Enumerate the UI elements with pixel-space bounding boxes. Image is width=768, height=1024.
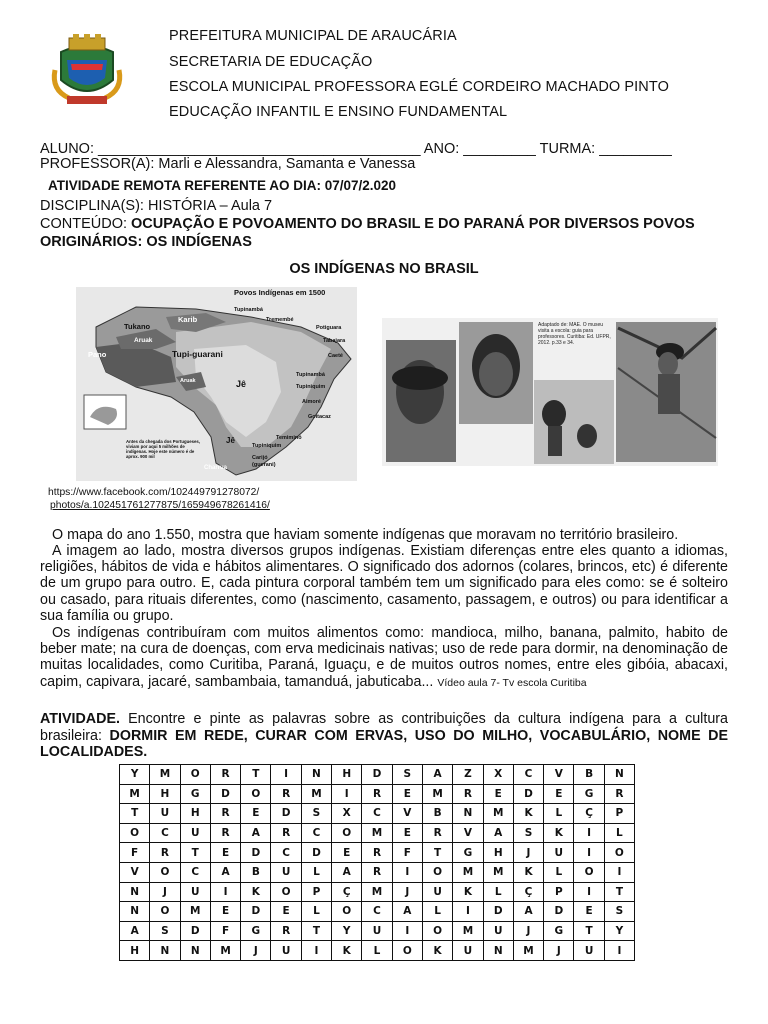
word-search-cell[interactable]: U: [422, 882, 452, 902]
word-search-cell[interactable]: L: [362, 941, 392, 961]
map-label: Tupiniquim: [252, 443, 282, 449]
word-search-cell[interactable]: I: [604, 862, 634, 882]
word-search-cell[interactable]: U: [574, 941, 604, 961]
word-search-cell[interactable]: D: [271, 804, 301, 824]
word-search-cell[interactable]: R: [362, 784, 392, 804]
word-search-cell[interactable]: A: [241, 823, 271, 843]
word-search-cell[interactable]: I: [574, 823, 604, 843]
word-search-cell[interactable]: O: [120, 823, 150, 843]
map-label: Tukano: [124, 322, 151, 331]
word-search-cell[interactable]: L: [301, 862, 331, 882]
word-search-cell[interactable]: D: [241, 902, 271, 922]
activity-label: ATIVIDADE.: [40, 711, 120, 727]
word-search-grid: [119, 764, 635, 961]
word-search-cell[interactable]: Ç: [574, 804, 604, 824]
word-search-cell[interactable]: I: [210, 882, 240, 902]
word-search-row: [120, 921, 635, 941]
word-search-cell[interactable]: B: [241, 862, 271, 882]
word-search-cell[interactable]: R: [210, 765, 240, 785]
word-search-cell[interactable]: M: [150, 765, 180, 785]
word-search-cell[interactable]: D: [544, 902, 574, 922]
word-search-cell[interactable]: E: [241, 804, 271, 824]
word-search-cell[interactable]: U: [453, 941, 483, 961]
word-search-cell[interactable]: H: [180, 804, 210, 824]
map-label: Aruak: [180, 378, 196, 384]
word-search-cell[interactable]: C: [362, 902, 392, 922]
word-search-cell[interactable]: U: [180, 823, 210, 843]
map-label: (guerani): [252, 462, 276, 468]
word-search-cell[interactable]: I: [271, 765, 301, 785]
word-search-cell[interactable]: C: [301, 823, 331, 843]
word-search-cell[interactable]: Ç: [513, 882, 543, 902]
word-search-cell[interactable]: E: [210, 843, 240, 863]
word-search-cell[interactable]: O: [574, 862, 604, 882]
word-search-cell[interactable]: O: [392, 941, 422, 961]
word-search-cell[interactable]: A: [513, 902, 543, 922]
activity-words: DORMIR EM REDE, CURAR COM ERVAS, USO DO MILHO, VOCABULÁRIO, NOME DE LOCALIDADES.: [40, 727, 728, 760]
word-search-cell[interactable]: P: [301, 882, 331, 902]
word-search-cell[interactable]: V: [120, 862, 150, 882]
word-search-cell[interactable]: R: [271, 921, 301, 941]
word-search-cell[interactable]: L: [422, 902, 452, 922]
word-search-cell[interactable]: O: [241, 784, 271, 804]
word-search-cell[interactable]: U: [180, 882, 210, 902]
word-search-cell[interactable]: D: [180, 921, 210, 941]
disciplina-line: DISCIPLINA(S): HISTÓRIA – Aula 7: [40, 198, 273, 214]
word-search-cell[interactable]: R: [604, 784, 634, 804]
word-search-cell[interactable]: C: [150, 823, 180, 843]
word-search-cell[interactable]: C: [513, 765, 543, 785]
conteudo-label: CONTEÚDO:: [40, 216, 132, 232]
map-label: Jê: [226, 436, 235, 445]
word-search-cell[interactable]: O: [271, 882, 301, 902]
word-search-cell[interactable]: K: [332, 941, 362, 961]
indigenous-peoples-map-image: [76, 287, 357, 481]
word-search-row: [120, 765, 635, 785]
word-search-cell[interactable]: O: [604, 843, 634, 863]
word-search-cell[interactable]: O: [150, 862, 180, 882]
video-source-note: Vídeo aula 7- Tv escola Curitiba: [437, 676, 587, 689]
word-search-cell[interactable]: Ç: [332, 882, 362, 902]
word-search-cell[interactable]: M: [483, 804, 513, 824]
word-search-cell[interactable]: E: [332, 843, 362, 863]
word-search-cell[interactable]: F: [120, 843, 150, 863]
word-search-cell[interactable]: U: [271, 862, 301, 882]
map-label: Pano: [88, 350, 107, 359]
word-search-cell[interactable]: P: [604, 804, 634, 824]
word-search-cell[interactable]: O: [332, 902, 362, 922]
word-search-cell[interactable]: U: [271, 941, 301, 961]
word-search-cell[interactable]: A: [422, 765, 452, 785]
map-label: Karib: [178, 315, 198, 324]
paragraph-map-description: O mapa do ano 1.550, mostra que haviam somente indígenas que moravam no território brasileiro.: [52, 527, 679, 543]
word-search-cell[interactable]: I: [604, 941, 634, 961]
word-search-cell[interactable]: E: [544, 784, 574, 804]
map-label: Temiminó: [276, 435, 302, 441]
word-search-cell[interactable]: U: [544, 843, 574, 863]
map-label: Tabajara: [323, 338, 346, 344]
map-label: Tupinambá: [234, 307, 263, 313]
word-search-cell[interactable]: G: [241, 921, 271, 941]
word-search-row: [120, 823, 635, 843]
word-search-cell[interactable]: Y: [604, 921, 634, 941]
word-search-cell[interactable]: R: [271, 823, 301, 843]
word-search-cell[interactable]: O: [180, 765, 210, 785]
word-search-cell[interactable]: I: [392, 921, 422, 941]
atividade-remota-date: ATIVIDADE REMOTA REFERENTE AO DIA: 07/07/2.020: [48, 178, 397, 193]
word-search-cell[interactable]: A: [392, 902, 422, 922]
word-search-cell[interactable]: X: [483, 765, 513, 785]
word-search-cell[interactable]: N: [120, 902, 150, 922]
word-search-cell[interactable]: I: [332, 784, 362, 804]
word-search-cell[interactable]: R: [422, 823, 452, 843]
word-search-cell[interactable]: K: [513, 804, 543, 824]
word-search-cell[interactable]: T: [422, 843, 452, 863]
word-search-cell[interactable]: M: [483, 862, 513, 882]
source-url-line-1[interactable]: https://www.facebook.com/102449791278072/: [48, 487, 260, 498]
map-title: Povos Indígenas em 1500: [234, 288, 326, 297]
paragraph-contributions: Os indígenas contribuíram com muitos alimentos como: mandioca, milho, banana, palmito, habito de beber mate; na cura de doenças, com erva medicinais nativas; uso de rede para dormir, na denominação de muitas localidades, como Curitiba, Paraná, Iguaçu, e de muitos outros nomes, entre eles gibóia, abacaxi, capim, capivara, jacaré, sambambaia, tamanduá, jabuticaba... Vídeo aula 7- Tv escola Curitiba: [40, 625, 728, 690]
conteudo-text: OCUPAÇÃO E POVOAMENTO DO BRASIL E DO PARANÁ POR DIVERSOS POVOS ORIGINÁRIOS: OS INDÍGENAS: [40, 216, 695, 250]
word-search-cell[interactable]: H: [150, 784, 180, 804]
header-line-prefeitura: PREFEITURA MUNICIPAL DE ARAUCÁRIA: [169, 28, 457, 44]
word-search-cell[interactable]: F: [210, 921, 240, 941]
word-search-cell[interactable]: D: [301, 843, 331, 863]
word-search-cell[interactable]: M: [120, 784, 150, 804]
word-search-cell[interactable]: U: [362, 921, 392, 941]
word-search-row: [120, 804, 635, 824]
word-search-cell[interactable]: R: [453, 784, 483, 804]
activity-instructions: ATIVIDADE. Encontre e pinte as palavras sobre as contribuições da cultura indígena para a cultura brasileira: DORMIR EM REDE, CURAR COM ERVAS, USO DO MILHO, VOCABULÁRIO, NOME DE LOCALIDADES.: [40, 711, 728, 760]
municipal-crest-logo: [47, 30, 127, 110]
word-search-cell[interactable]: J: [150, 882, 180, 902]
word-search-cell[interactable]: S: [513, 823, 543, 843]
word-search-cell[interactable]: H: [120, 941, 150, 961]
word-search-cell[interactable]: N: [180, 941, 210, 961]
word-search-cell[interactable]: G: [453, 843, 483, 863]
word-search-cell[interactable]: R: [362, 843, 392, 863]
source-url-line-2[interactable]: photos/a.102451761277875/165949678261416/: [50, 500, 270, 511]
paragraph-image-description: A imagem ao lado, mostra diversos grupos indígenas. Existiam diferenças entre eles quanto a idiomas, religiões, hábitos de vida e hábitos alimentares. O significado dos adornos (colares, brincos, etc) é diferente de um grupo para outro. E, cada pintura corporal também tem um significado para eles como: se é solteiro ou casado, para rituais diferentes, como (nascimento, casamento, passagem, e outros) ou para identificar a sua família ou grupo.: [40, 543, 728, 624]
word-search-cell[interactable]: I: [392, 862, 422, 882]
word-search-cell[interactable]: I: [574, 882, 604, 902]
word-search-cell[interactable]: R: [210, 804, 240, 824]
word-search-cell[interactable]: E: [271, 902, 301, 922]
word-search-cell[interactable]: L: [483, 882, 513, 902]
word-search-cell[interactable]: T: [180, 843, 210, 863]
map-label: Carijó: [252, 455, 268, 461]
word-search-cell[interactable]: D: [362, 765, 392, 785]
word-search-row: [120, 784, 635, 804]
word-search-cell[interactable]: O: [332, 823, 362, 843]
word-search-cell[interactable]: I: [453, 902, 483, 922]
word-search-cell[interactable]: T: [120, 804, 150, 824]
word-search-cell[interactable]: O: [422, 862, 452, 882]
word-search-cell[interactable]: R: [210, 823, 240, 843]
word-search-row: [120, 902, 635, 922]
word-search-cell[interactable]: E: [392, 823, 422, 843]
word-search-cell[interactable]: G: [180, 784, 210, 804]
word-search-cell[interactable]: Y: [120, 765, 150, 785]
header-line-escola: ESCOLA MUNICIPAL PROFESSORA EGLÉ CORDEIRO MACHADO PINTO: [169, 79, 669, 95]
word-search-cell[interactable]: K: [513, 862, 543, 882]
word-search-cell[interactable]: E: [574, 902, 604, 922]
word-search-cell[interactable]: E: [483, 784, 513, 804]
professor-line: PROFESSOR(A): Marli e Alessandra, Samanta e Vanessa: [40, 156, 416, 172]
map-note: Antes da chegada dos Portugueses, viviam por aqui 5 milhões de indígenas. Hoje este número é de aprox. 900 mil: [126, 439, 201, 459]
word-search-cell[interactable]: M: [453, 862, 483, 882]
word-search-cell[interactable]: A: [483, 823, 513, 843]
map-label: Tupiniquim: [296, 384, 326, 390]
word-search-cell[interactable]: J: [241, 941, 271, 961]
word-search-cell[interactable]: T: [301, 921, 331, 941]
word-search-cell[interactable]: C: [362, 804, 392, 824]
word-search-cell[interactable]: N: [150, 941, 180, 961]
header-line-secretaria: SECRETARIA DE EDUCAÇÃO: [169, 54, 373, 70]
word-search-cell[interactable]: A: [332, 862, 362, 882]
word-search-cell[interactable]: B: [574, 765, 604, 785]
word-search-cell[interactable]: R: [271, 784, 301, 804]
word-search-cell[interactable]: K: [453, 882, 483, 902]
word-search-cell[interactable]: J: [513, 921, 543, 941]
map-label: Tupi-guarani: [172, 349, 223, 359]
word-search-row: [120, 882, 635, 902]
word-search-cell[interactable]: S: [150, 921, 180, 941]
word-search-cell[interactable]: N: [453, 804, 483, 824]
word-search-cell[interactable]: Y: [332, 921, 362, 941]
map-label: Potiguara: [316, 325, 342, 331]
word-search-cell[interactable]: E: [392, 784, 422, 804]
map-label: Charrua: [204, 465, 228, 471]
word-search-cell[interactable]: J: [544, 941, 574, 961]
word-search-cell[interactable]: E: [210, 902, 240, 922]
word-search-cell[interactable]: D: [513, 784, 543, 804]
word-search-cell[interactable]: K: [422, 941, 452, 961]
word-search-cell[interactable]: A: [210, 862, 240, 882]
word-search-cell[interactable]: M: [453, 921, 483, 941]
word-search-cell[interactable]: K: [241, 882, 271, 902]
map-label: Tupinambá: [296, 372, 325, 378]
word-search-cell[interactable]: M: [362, 882, 392, 902]
word-search-cell[interactable]: X: [332, 804, 362, 824]
word-search-cell[interactable]: M: [362, 823, 392, 843]
photos-caption: Adaptado de: MAE. O museu visita a escola: guia para professores. Curitiba: Ed. UFPR, 2012. p.33 e 34.: [538, 322, 611, 346]
word-search-cell[interactable]: V: [544, 765, 574, 785]
word-search-row: [120, 862, 635, 882]
word-search-cell[interactable]: M: [180, 902, 210, 922]
word-search-cell[interactable]: H: [332, 765, 362, 785]
word-search-cell[interactable]: V: [392, 804, 422, 824]
word-search-cell[interactable]: I: [301, 941, 331, 961]
word-search-cell[interactable]: S: [604, 902, 634, 922]
word-search-cell[interactable]: T: [574, 921, 604, 941]
word-search-cell[interactable]: T: [241, 765, 271, 785]
word-search-cell[interactable]: G: [544, 921, 574, 941]
word-search-cell[interactable]: N: [301, 765, 331, 785]
aluno-line: ALUNO: ________________________________________ ANO: _________ TURMA: _________: [40, 141, 672, 157]
word-search-cell[interactable]: C: [180, 862, 210, 882]
word-search-cell[interactable]: O: [150, 902, 180, 922]
word-search-cell[interactable]: K: [544, 823, 574, 843]
map-label: Aruak: [134, 337, 153, 344]
word-search-cell[interactable]: D: [241, 843, 271, 863]
word-search-cell[interactable]: A: [120, 921, 150, 941]
word-search-cell[interactable]: U: [483, 921, 513, 941]
word-search-cell[interactable]: M: [210, 941, 240, 961]
word-search-cell[interactable]: T: [604, 882, 634, 902]
word-search-cell[interactable]: M: [422, 784, 452, 804]
word-search-cell[interactable]: S: [392, 765, 422, 785]
word-search-row: [120, 941, 635, 961]
word-search-cell[interactable]: Z: [453, 765, 483, 785]
word-search-cell[interactable]: C: [271, 843, 301, 863]
word-search-cell[interactable]: S: [301, 804, 331, 824]
word-search-cell[interactable]: L: [544, 862, 574, 882]
word-search-cell[interactable]: O: [422, 921, 452, 941]
map-label: Goitacaz: [308, 414, 331, 420]
word-search-cell[interactable]: N: [483, 941, 513, 961]
section-title: OS INDÍGENAS NO BRASIL: [289, 261, 479, 277]
word-search-cell[interactable]: M: [513, 941, 543, 961]
map-label: Aimoré: [302, 399, 321, 405]
word-search-cell[interactable]: L: [301, 902, 331, 922]
map-label: Tremembé: [266, 317, 294, 323]
word-search-cell[interactable]: L: [544, 804, 574, 824]
word-search-cell[interactable]: R: [150, 843, 180, 863]
word-search-cell[interactable]: F: [392, 843, 422, 863]
map-label: Caeté: [328, 353, 343, 359]
word-search-cell[interactable]: N: [120, 882, 150, 902]
word-search-cell[interactable]: B: [422, 804, 452, 824]
word-search-cell[interactable]: G: [574, 784, 604, 804]
word-search-cell[interactable]: D: [210, 784, 240, 804]
word-search-cell[interactable]: J: [392, 882, 422, 902]
word-search-cell[interactable]: H: [483, 843, 513, 863]
word-search-cell[interactable]: P: [544, 882, 574, 902]
word-search-cell[interactable]: M: [301, 784, 331, 804]
word-search-cell[interactable]: U: [150, 804, 180, 824]
word-search-cell[interactable]: L: [604, 823, 634, 843]
word-search-cell[interactable]: D: [483, 902, 513, 922]
word-search-cell[interactable]: R: [362, 862, 392, 882]
word-search-cell[interactable]: N: [604, 765, 634, 785]
header-line-educacao: EDUCAÇÃO INFANTIL E ENSINO FUNDAMENTAL: [169, 104, 508, 120]
word-search-cell[interactable]: V: [453, 823, 483, 843]
conteudo-block: [40, 215, 730, 251]
word-search-row: [120, 843, 635, 863]
map-label: Jê: [236, 379, 247, 389]
word-search-cell[interactable]: I: [574, 843, 604, 863]
indigenous-photos-collage: [382, 318, 718, 466]
word-search-cell[interactable]: J: [513, 843, 543, 863]
